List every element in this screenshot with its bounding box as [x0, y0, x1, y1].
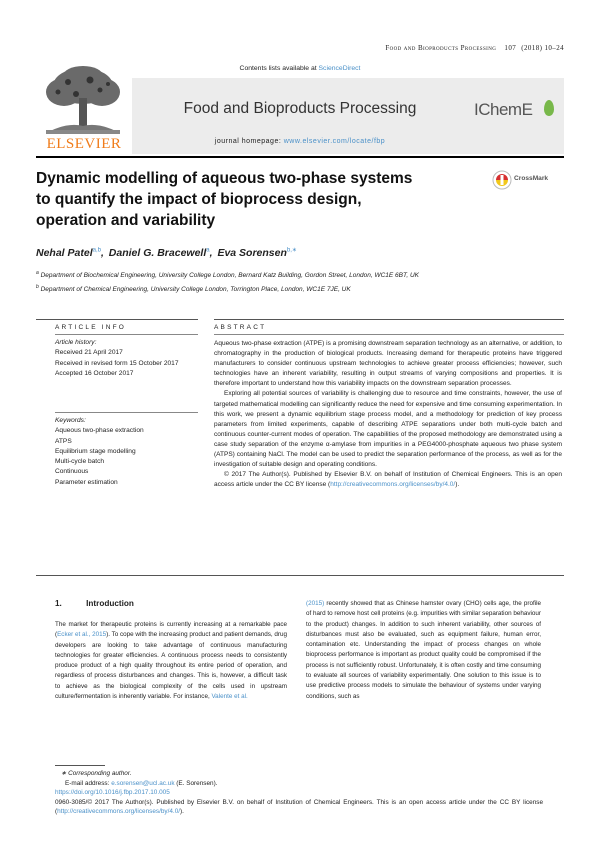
section-title: Introduction	[86, 599, 134, 608]
contents-line	[132, 65, 468, 72]
author-sep: ,	[209, 246, 213, 259]
keywords	[55, 416, 195, 488]
affiliation-text: Department of Biochemical Engineering, University College London, Bernard Katz Building, Gordon Street, London, WC1E 6BT, UK	[40, 272, 420, 280]
crossmark-label: CrossMark	[514, 175, 549, 182]
intro-text: ). To cope with the increasing product and patient demands, drug developers are looking to take advantage of continuous manufacturing technologies for greater efficiencies. A continuous process needs to consistently produce product of a high quality throughout its entire period of operation, and regardless of process disturbances and changes. This is, however, a difficult task to achieve as the biological complexity of the cells used in upstream culture/fermentation is inherently variable. For instance,	[55, 631, 287, 701]
keyword: Equilibrium stage modelling	[55, 447, 136, 455]
email-link[interactable]: e.sorensen@ucl.ac.uk	[111, 779, 175, 787]
corresponding-author-note	[55, 769, 543, 779]
email-label: E-mail address:	[65, 779, 110, 787]
email-name: (E. Sorensen).	[176, 779, 218, 787]
license-text: © 2017 The Author(s). Published by Elsevier B.V. on behalf of Institution of Chemical Engineers. This is an open access article under the CC BY license (	[214, 471, 562, 489]
doi-link[interactable]: https://doi.org/10.1016/j.fbp.2017.10.005	[55, 789, 170, 797]
author[interactable]	[36, 247, 104, 259]
running-header-journal: Food and Bioproducts Processing	[385, 44, 497, 52]
elsevier-wordmark: ELSEVIER	[46, 136, 122, 152]
intro-paragraph	[306, 599, 541, 702]
keyword: Parameter estimation	[55, 478, 118, 486]
copyright-text: 0960-3085/© 2017 The Author(s). Published by Elsevier B.V. on behalf of Institution of Chemical Engineers. This is an open access article under the CC BY license (	[55, 798, 543, 816]
article-info-rule	[55, 334, 198, 335]
journal-title: Food and Bioproducts Processing	[183, 100, 417, 117]
abstract-rule-bottom	[36, 575, 564, 576]
article-info-rule-top	[36, 319, 198, 320]
author[interactable]	[109, 247, 213, 259]
author-name: Nehal Patel	[36, 246, 93, 259]
affiliations	[36, 268, 476, 295]
doi-line	[55, 788, 543, 798]
author-list	[36, 246, 556, 259]
intro-right-column	[306, 599, 541, 702]
history-revised: Received in revised form 15 October 2017	[55, 359, 179, 367]
banner-rule	[36, 156, 564, 158]
affiliation-b	[36, 282, 476, 296]
section-number: 1.	[55, 599, 62, 608]
author-sup[interactable]: b,∗	[286, 247, 297, 253]
homepage-prefix: journal homepage:	[214, 138, 282, 145]
affiliation-mark: b	[36, 283, 39, 290]
title-line-1: Dynamic modelling of aqueous two-phase systems	[36, 170, 413, 187]
running-header-year-pages: (2018) 10–24	[521, 44, 564, 52]
title-line-3: operation and variability	[36, 212, 216, 229]
citation-link[interactable]: Valente et al.	[211, 693, 248, 701]
icheme-logo[interactable]	[468, 78, 564, 154]
abstract-heading: ABSTRACT	[214, 324, 267, 331]
crossmark-icon	[492, 170, 512, 190]
affiliation-mark: a	[36, 270, 39, 276]
keyword: Aqueous two-phase extraction	[55, 427, 144, 435]
crossmark-badge[interactable]	[492, 169, 558, 191]
author-name: Daniel G. Bracewell	[108, 246, 207, 259]
affiliation-a	[36, 268, 476, 282]
author-sup[interactable]: a,b	[92, 247, 101, 253]
article-title	[36, 168, 456, 231]
copyright-close: ).	[180, 808, 184, 816]
abstract-license	[214, 470, 562, 490]
running-header-volume: 107	[504, 44, 517, 52]
journal-banner	[36, 62, 564, 154]
abstract-rule	[214, 334, 564, 335]
intro-text: recently showed that as Chinese hamster ovary (CHO) cells age, the profile of hard to remove host cell proteins (e.g. impurities with similar separation behaviour to the product) changes. In addition to such inherent variability, other sources of disturbances must also be evaluated, such as equipment failure, human error, contamination etc. Understanding the impact of process changes on whole bioprocess performance is important as product quality could be compromised if the process is not sufficiently robust. Unfortunately, it is often costly and time consuming to evaluate all sources of variability experimentally. One solution to this issue is to use predictive process models to simulate the behaviour of systems under varying conditions, such as	[306, 600, 541, 700]
keyword: Multi-cycle batch	[55, 458, 105, 466]
author[interactable]	[217, 247, 296, 259]
footnotes	[55, 769, 543, 817]
keywords-label: Keywords:	[55, 417, 86, 424]
intro-text: The market for therapeutic proteins is currently increasing at a remarkable pace (	[55, 621, 287, 639]
section-heading	[55, 599, 134, 608]
citation-link[interactable]: Ecker et al., 2015	[57, 631, 107, 639]
copyright-link[interactable]: http://creativecommons.org/licenses/by/4.0/	[57, 808, 181, 816]
license-link[interactable]: http://creativecommons.org/licenses/by/4.0/	[330, 481, 456, 489]
history-received: Received 21 April 2017	[55, 349, 123, 357]
corresponding-author: ∗ Corresponding author.	[61, 770, 132, 777]
footnote-rule	[55, 765, 105, 766]
intro-paragraph	[55, 620, 287, 702]
abstract-paragraph-2: Exploring all potential sources of variability is challenging due to resource and time constraints, however, the use of targeted mathematical modelling can significantly reduce the need for expensive and time consuming experimentation. In this work, we present a dynamic equilibrium stage process model, and a methodology for prediction of key process parameters from limited experiments, capable of describing ATPE separations under both multi-cycle batch and continuous counter-current modes of operation. The capabilities of the proposed methodology are demonstrated using a case study separation of the enzyme α-amylase from impurities in a PEG4000-phosphate aqueous two phase system (ATPS) containing NaCl. The model can be used to predict the separation performance of the process, as well as for the investigation of suitable design and operating conditions.	[214, 390, 562, 469]
homepage-link[interactable]: www.elsevier.com/locate/fbp	[283, 138, 386, 145]
author-name: Eva Sorensen	[217, 246, 287, 259]
intro-left-column	[55, 620, 287, 702]
author-sup[interactable]: a	[206, 247, 210, 253]
citation-link[interactable]: (2015)	[306, 600, 325, 607]
icheme-leaf-icon	[544, 100, 554, 116]
keyword: ATPS	[55, 437, 72, 445]
article-info-heading: ARTICLE INFO	[55, 324, 127, 331]
copyright-line	[55, 798, 543, 817]
abstract-paragraph-1: Aqueous two-phase extraction (ATPE) is a promising downstream separation technology as an alternative, or addition, to chromatography in the production of biological products. Increasing demand for therapeutic proteins have triggered manufacturers to consider continuous upstream technologies to achieve greater process efficiencies; however, such technologies have an inherent variability, resulting in output streams of varying compositions and properties. It is therefore important to understand how this variability impacts on the downstream separation processes.	[214, 340, 562, 388]
article-history-rule	[55, 412, 198, 413]
keyword: Continuous	[55, 468, 89, 476]
email-note	[55, 779, 543, 789]
homepage-line	[132, 138, 468, 145]
history-accepted: Accepted 16 October 2017	[55, 369, 134, 377]
abstract-rule-top	[214, 319, 564, 320]
contents-prefix: Contents lists available at	[239, 65, 317, 72]
history-label: Article history:	[55, 339, 97, 346]
author-sep: ,	[100, 246, 104, 259]
sciencedirect-link[interactable]: ScienceDirect	[318, 65, 361, 72]
running-header	[212, 44, 564, 52]
title-line-2: to quantify the impact of bioprocess design,	[36, 191, 362, 208]
icheme-wordmark: IChemE	[474, 100, 533, 119]
elsevier-logo[interactable]	[38, 62, 128, 152]
article-history	[55, 338, 195, 379]
elsevier-tree-icon	[38, 62, 128, 136]
affiliation-text: Department of Chemical Engineering, University College London, Torrington Place, London, WC1E 7JE, UK	[40, 285, 351, 293]
license-close: ).	[455, 481, 460, 489]
abstract-body	[214, 339, 562, 490]
